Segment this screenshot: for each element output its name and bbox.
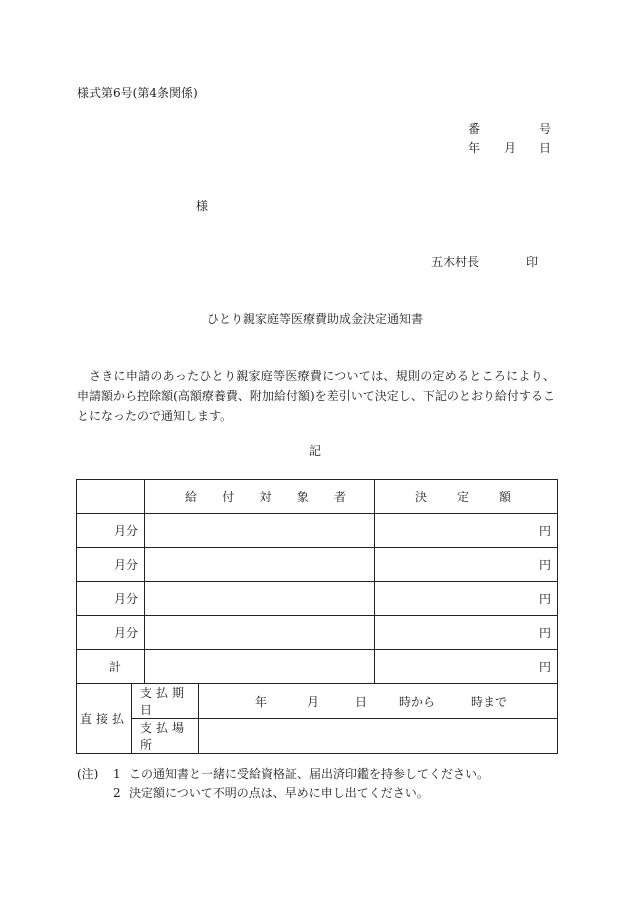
date-day: 日: [539, 141, 552, 155]
total-recipient-cell[interactable]: [145, 650, 375, 684]
note-text: 決定額について不明の点は、早めに申し出てください。: [129, 786, 429, 800]
date-month: 月: [504, 141, 517, 155]
amount-cell[interactable]: 円: [375, 514, 558, 548]
recipient-cell[interactable]: [145, 616, 375, 650]
amount-cell[interactable]: 円: [375, 548, 558, 582]
amount-cell[interactable]: 円: [375, 616, 558, 650]
table-row: [77, 548, 558, 582]
ref-ban: 番: [468, 122, 481, 136]
date-year: 年: [468, 141, 481, 155]
pay-place-row: [77, 719, 558, 754]
total-row: [77, 650, 558, 684]
pay-date-cell[interactable]: [199, 684, 558, 719]
pay-year: 年: [255, 694, 268, 709]
recipient-cell[interactable]: [145, 514, 375, 548]
month-label: 月分: [77, 616, 145, 650]
form-number: 様式第6号(第4条関係): [77, 86, 198, 100]
recipient-cell[interactable]: [145, 582, 375, 616]
direct-pay-label: 直接払: [77, 684, 132, 754]
note-item: [77, 784, 489, 803]
header-blank-cell: [77, 480, 145, 514]
header-amount: 決 定 額: [375, 480, 558, 514]
pay-place-cell[interactable]: [199, 719, 558, 754]
table-row: [77, 514, 558, 548]
pay-day: 日: [355, 694, 368, 709]
pay-time-from: 時から: [399, 694, 436, 709]
pay-date-row: [77, 684, 558, 719]
total-amount-cell[interactable]: 円: [375, 650, 558, 684]
month-label: 月分: [77, 514, 145, 548]
notes: [77, 765, 489, 803]
table-row: [77, 616, 558, 650]
ki-heading: 記: [308, 444, 321, 458]
month-label: 月分: [77, 548, 145, 582]
ref-go: 号: [539, 122, 552, 136]
total-label: 計: [77, 650, 145, 684]
header-recipient: 給 付 対 象 者: [145, 480, 375, 514]
recipient-cell[interactable]: [145, 548, 375, 582]
note-number: 1: [113, 767, 121, 781]
month-label: 月分: [77, 582, 145, 616]
table-header-row: [77, 480, 558, 514]
pay-month: 月: [307, 694, 320, 709]
amount-cell[interactable]: 円: [375, 582, 558, 616]
decision-table: [76, 479, 558, 754]
issuer-name: 五木村長: [431, 255, 480, 269]
pay-date-label: 支払期日: [132, 684, 199, 719]
note-text: この通知書と一緒に受給資格証、届出済印鑑を持参してください。: [129, 767, 490, 781]
note-item: [77, 765, 489, 784]
table-row: [77, 582, 558, 616]
addressee-suffix: 様: [196, 199, 209, 213]
issue-date: [466, 141, 550, 155]
seal-mark: 印: [526, 255, 539, 269]
reference-number: [466, 122, 550, 136]
pay-time-to: 時まで: [471, 694, 508, 709]
note-mark: (注): [77, 767, 99, 781]
note-number: 2: [113, 786, 121, 800]
pay-place-label: 支払場所: [132, 719, 199, 754]
body-paragraph: さきに申請のあったひとり親家庭等医療費については、規則の定めるところにより、申請額から控除額(高額療養費、附加給付額)を差引いて決定し、下記のとおり給付することになったので通知します。: [77, 369, 555, 423]
document-title: ひとり親家庭等医療費助成金決定通知書: [206, 312, 423, 326]
